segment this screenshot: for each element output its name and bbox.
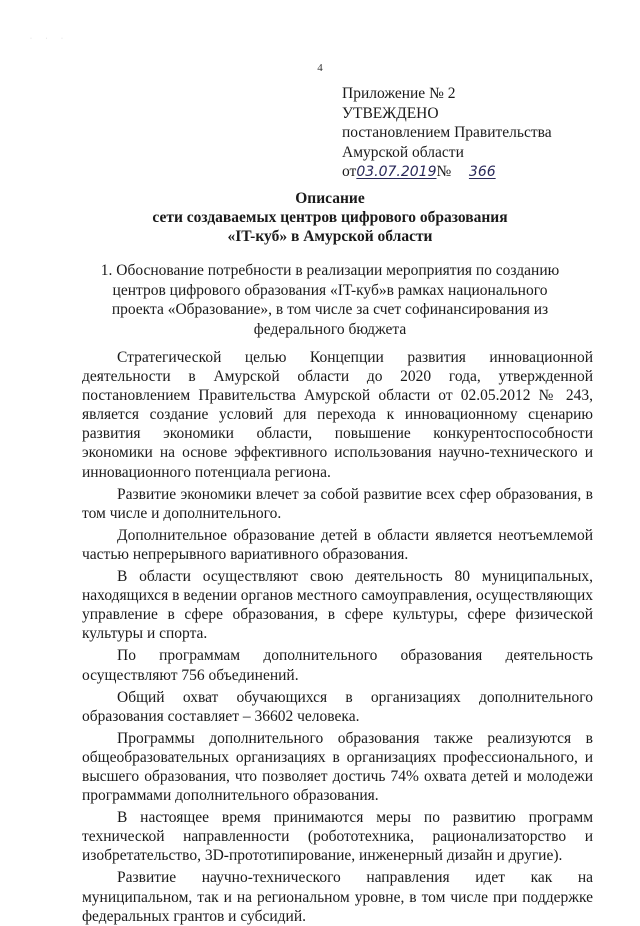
handwritten-number: 366 [468,164,496,180]
document-body [82,348,593,926]
approved-label: УТВЕЖДЕНО [342,104,439,122]
section-heading: 1. Обоснование потребности в реализации мероприятия по созданию центров цифрового образования «IT-куб»в рамках национального проекта «Образование», в том числе за счет софинансирования из федерального бюджета [100,262,560,338]
title-line-2: сети создаваемых центров цифрового образования [152,209,508,226]
handwritten-date: 03.07.2019 [356,164,437,180]
page-number: 4 [317,62,323,74]
appendix-number: Приложение № 2 [342,85,456,102]
document-title [90,189,570,246]
approved-by-region: Амурской области [342,143,464,161]
body-paragraph: Программы дополнительного образования также реализуются в общеобразовательных организациях в организациях профессионального, и высшего образования, что позволяет достичь 74% охвата детей и молодежи программами дополнительного образования. [82,729,593,805]
scan-artifact: · · · [30,36,69,42]
approval-stamp-block [342,84,552,183]
body-paragraph: По программам дополнительного образования деятельность осуществляют 756 объединений. [82,647,593,684]
body-paragraph: Дополнительное образование детей в области является неотъемлемой частью непрерывного вариативного образования. [82,526,593,563]
title-line-1: Описание [295,190,365,207]
approved-by-resolution: постановлением Правительства [342,124,552,141]
body-paragraph: Стратегической целью Концепции развития инновационной деятельности в Амурской области до 2020 года, утвержденной постановлением Правительства Амурской области от 02.05.2012 № 243, является создание условий для перехода к инновационному сценарию развития экономики области, повышение конкурентоспособности экономики на основе эффективного использования научно-технического и инновационного потенциала региона. [82,349,593,481]
body-paragraph: В области осуществляют свою деятельность 80 муниципальных, находящихся в ведении органов местного самоуправления, осуществляющих управление в сфере образования, в сфере культуры, сфере физической культуры и спорта. [82,568,593,643]
title-line-3: «IT-куб» в Амурской области [227,228,433,245]
body-paragraph: В настоящее время принимаются меры по развитию программ технической направленности (робототехника, рационализаторство и изобретательство, 3D-прототипирование, инженерный дизайн и другие). [82,809,593,865]
approval-date-line [342,162,552,183]
body-paragraph: Развитие экономики влечет за собой развитие всех сфер образования, в том числе и дополнительного. [82,485,593,522]
body-paragraph: Развитие научно-технического направления идет как на муниципальном, так и на региональном уровне, в том числе при поддержке федеральных грантов и субсидий. [82,869,593,925]
date-prefix: от [342,163,357,180]
number-prefix: № [436,163,452,180]
body-paragraph: Общий охват обучающихся в организациях дополнительного образования составляет – 36602 человека. [82,688,593,725]
